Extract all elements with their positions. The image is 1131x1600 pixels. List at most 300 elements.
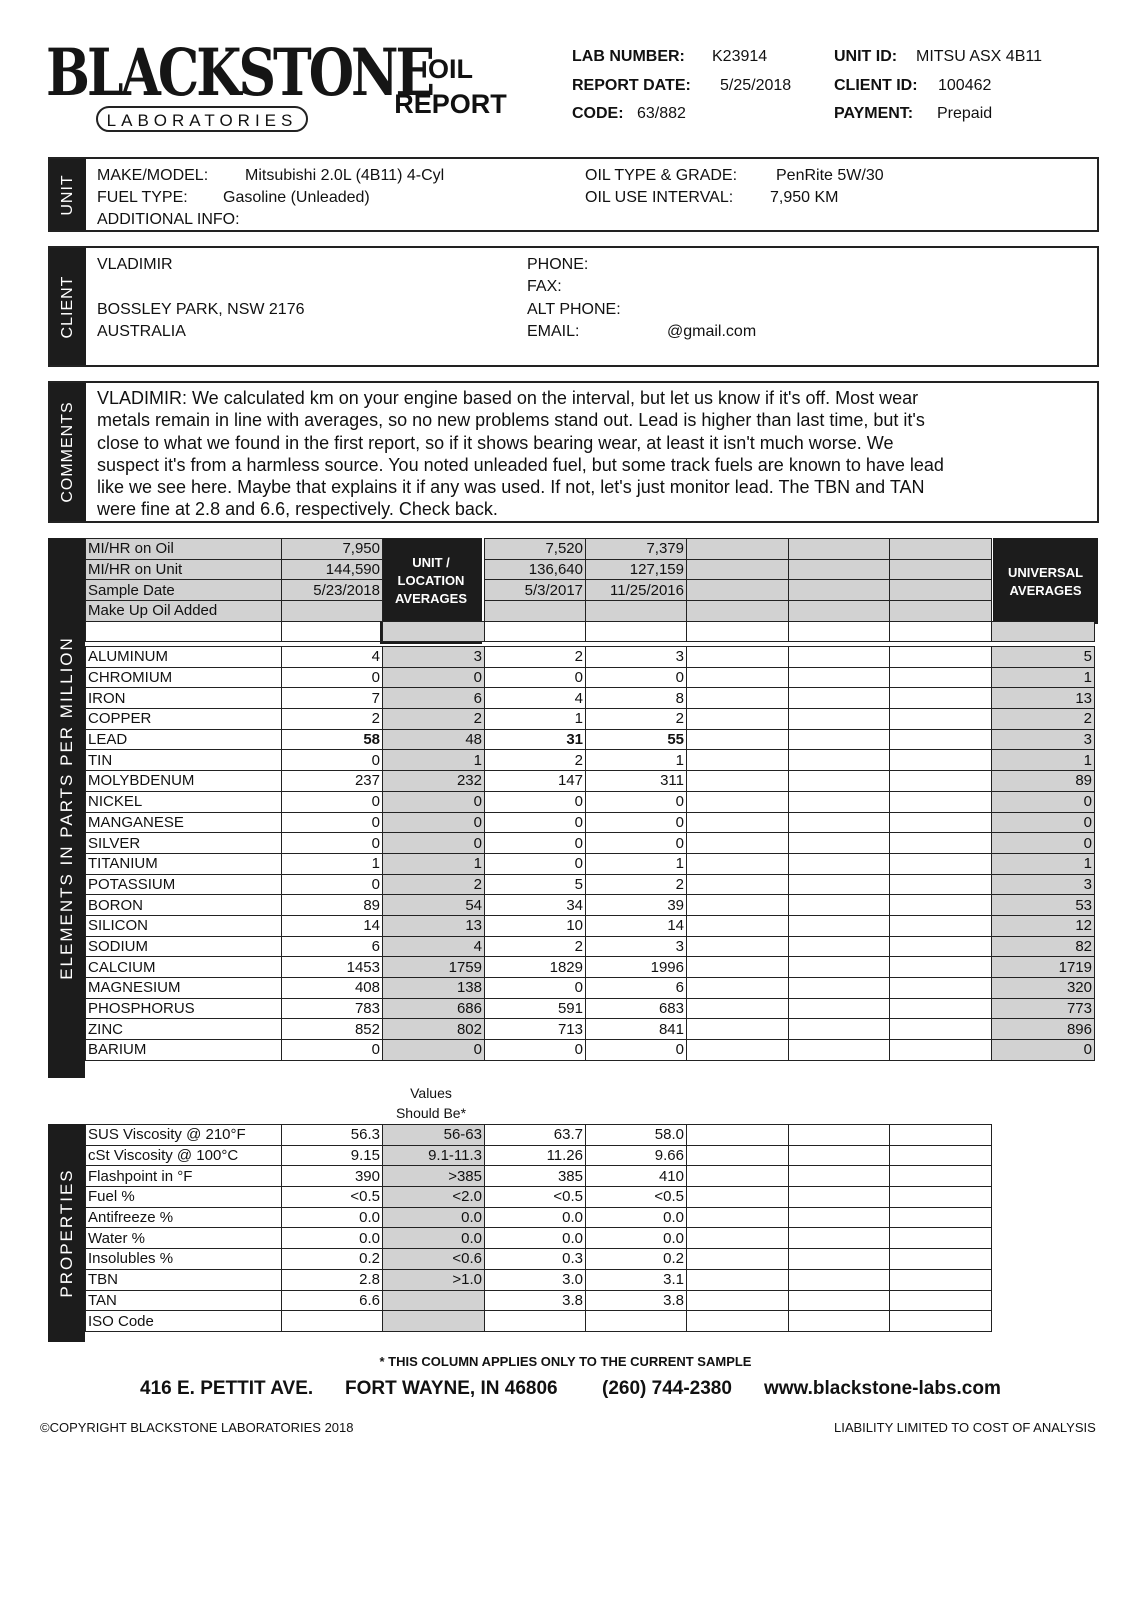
values-should-be-note — [380, 1083, 482, 1123]
empty-cell — [789, 895, 890, 916]
element-row — [86, 709, 1095, 730]
current-value: 2 — [282, 709, 383, 730]
empty-cell — [687, 647, 789, 668]
empty-cell — [789, 791, 890, 812]
element-row — [86, 1040, 1095, 1061]
previous-value: 0 — [586, 1040, 687, 1061]
unit-average-value: 1 — [383, 853, 485, 874]
sample-info-label: MI/HR on Oil — [86, 539, 282, 560]
element-row — [86, 647, 1095, 668]
previous-value: 0.0 — [586, 1228, 687, 1249]
empty-cell — [687, 667, 789, 688]
unit-avg-header-space — [383, 539, 485, 560]
universal-average-value: 0 — [992, 833, 1095, 854]
unit-average-value: 13 — [383, 915, 485, 936]
current-sample-note: * THIS COLUMN APPLIES ONLY TO THE CURRENT SAMPLE — [379, 1354, 752, 1369]
unit-average-value: 0 — [383, 812, 485, 833]
make-model-label: MAKE/MODEL: — [97, 167, 209, 184]
empty-cell — [687, 853, 789, 874]
element-name: BARIUM — [86, 1040, 282, 1061]
empty-cell — [890, 1228, 992, 1249]
property-row — [86, 1187, 992, 1208]
previous-value: 0 — [586, 667, 687, 688]
empty-cell — [789, 812, 890, 833]
previous-value: 0.0 — [586, 1207, 687, 1228]
current-value: 1 — [282, 853, 383, 874]
current-value: 0.0 — [282, 1207, 383, 1228]
universal-average-value: 896 — [992, 1019, 1095, 1040]
comment-line: like we see here. Maybe that explains it if any was used. If not, let's just monitor lead. The TBN and TAN — [97, 477, 925, 498]
client-section — [48, 246, 1099, 367]
header-line: UNIVERSAL — [1007, 565, 1084, 580]
empty-cell — [890, 998, 992, 1019]
elements-side-label: ELEMENTS IN PARTS PER MILLION — [56, 636, 76, 980]
empty-cell — [890, 709, 992, 730]
payment-label: PAYMENT: — [834, 105, 914, 122]
unit-average-value: 1 — [383, 750, 485, 771]
element-name: SODIUM — [86, 936, 282, 957]
comments-text — [97, 387, 1092, 521]
previous-value: 3.8 — [586, 1290, 687, 1311]
comments-section — [48, 381, 1099, 523]
spacer-cell — [86, 621, 282, 642]
unit-average-value: 3 — [383, 647, 485, 668]
footer-address: 416 E. PETTIT AVE. — [140, 1378, 314, 1399]
should-be-value — [383, 1290, 485, 1311]
empty-cell — [687, 1228, 789, 1249]
empty-cell — [890, 1040, 992, 1061]
property-name: cSt Viscosity @ 100°C — [86, 1145, 282, 1166]
empty-cell — [687, 1249, 789, 1270]
empty-cell — [789, 729, 890, 750]
current-value: <0.5 — [282, 1187, 383, 1208]
footer-website[interactable]: www.blackstone-labs.com — [764, 1378, 1001, 1399]
oil-type-label: OIL TYPE & GRADE: — [585, 167, 738, 184]
empty-cell — [890, 729, 992, 750]
client-id-value: 100462 — [938, 77, 992, 94]
current-sample-value: 7,950 — [282, 539, 383, 560]
comment-line: close to what we found in the first report, so if it shows bearing wear, at least it isn't much worse. We — [97, 432, 894, 453]
empty-cell — [687, 1125, 789, 1146]
universal-header-space — [992, 559, 1095, 580]
previous-value: 3 — [586, 936, 687, 957]
note-line: Should Be* — [395, 1105, 467, 1121]
property-name: Insolubles % — [86, 1249, 282, 1270]
unit-average-value: 0 — [383, 1040, 485, 1061]
unit-average-value: 2 — [383, 709, 485, 730]
property-name: Fuel % — [86, 1187, 282, 1208]
empty-cell — [687, 688, 789, 709]
header-line: UNIT / — [412, 555, 450, 570]
current-value: 89 — [282, 895, 383, 916]
empty-cell — [687, 1040, 789, 1061]
empty-sample-cell — [789, 539, 890, 560]
property-row — [86, 1125, 992, 1146]
previous-value: 841 — [586, 1019, 687, 1040]
previous-sample-value — [586, 601, 687, 622]
element-name: COPPER — [86, 709, 282, 730]
previous-sample-value: 11/25/2016 — [586, 580, 687, 601]
make-model-value: Mitsubishi 2.0L (4B11) 4-Cyl — [245, 167, 445, 184]
unit-section — [48, 157, 1099, 232]
empty-sample-cell — [789, 601, 890, 622]
element-name: MANGANESE — [86, 812, 282, 833]
phone-label: PHONE: — [527, 256, 589, 273]
spacer-cell — [992, 621, 1095, 642]
previous-value: 311 — [586, 771, 687, 792]
lab-number-label: LAB NUMBER: — [572, 48, 685, 65]
elements-table — [85, 646, 1095, 1061]
empty-cell — [890, 647, 992, 668]
universal-average-value: 5 — [992, 647, 1095, 668]
empty-cell — [687, 915, 789, 936]
previous-value: 713 — [485, 1019, 586, 1040]
unit-side-label: UNIT — [59, 173, 76, 216]
empty-cell — [789, 1166, 890, 1187]
previous-value: 4 — [485, 688, 586, 709]
empty-cell — [890, 833, 992, 854]
empty-cell — [890, 936, 992, 957]
header-line: LOCATION — [397, 573, 465, 588]
current-value: 390 — [282, 1166, 383, 1187]
previous-value: 683 — [586, 998, 687, 1019]
empty-cell — [789, 771, 890, 792]
previous-value: 0.0 — [485, 1228, 586, 1249]
empty-sample-cell — [687, 539, 789, 560]
previous-value — [586, 1311, 687, 1332]
unit-average-value: 802 — [383, 1019, 485, 1040]
previous-value: 385 — [485, 1166, 586, 1187]
empty-cell — [890, 1145, 992, 1166]
empty-cell — [890, 667, 992, 688]
previous-value: 31 — [485, 729, 586, 750]
previous-value: 6 — [586, 978, 687, 999]
payment-value: Prepaid — [937, 105, 993, 122]
unit-average-value: 0 — [383, 791, 485, 812]
current-value — [282, 1311, 383, 1332]
previous-value: 34 — [485, 895, 586, 916]
previous-value: 3.1 — [586, 1269, 687, 1290]
empty-cell — [789, 1019, 890, 1040]
previous-value: 2 — [485, 936, 586, 957]
previous-value: 0 — [586, 791, 687, 812]
unit-avg-header-space — [383, 559, 485, 580]
empty-sample-cell — [890, 559, 992, 580]
element-row — [86, 957, 1095, 978]
footer-phone: (260) 744-2380 — [602, 1378, 732, 1399]
previous-value: 591 — [485, 998, 586, 1019]
element-name: POTASSIUM — [86, 874, 282, 895]
empty-sample-cell — [890, 580, 992, 601]
element-name: TIN — [86, 750, 282, 771]
current-value: 2.8 — [282, 1269, 383, 1290]
previous-sample-value: 136,640 — [485, 559, 586, 580]
empty-cell — [890, 688, 992, 709]
spacer-cell — [383, 621, 485, 642]
universal-average-value: 13 — [992, 688, 1095, 709]
empty-cell — [789, 915, 890, 936]
should-be-value: 0.0 — [383, 1207, 485, 1228]
title-line-1: OIL — [428, 54, 473, 84]
empty-cell — [687, 895, 789, 916]
current-value: 4 — [282, 647, 383, 668]
should-be-value: >1.0 — [383, 1269, 485, 1290]
universal-header-space — [992, 539, 1095, 560]
report-date-label: REPORT DATE: — [572, 77, 691, 94]
element-row — [86, 915, 1095, 936]
properties-table — [85, 1124, 992, 1332]
spacer-cell — [586, 621, 687, 642]
empty-cell — [890, 1187, 992, 1208]
oil-type-value: PenRite 5W/30 — [776, 167, 884, 184]
should-be-value: <0.6 — [383, 1249, 485, 1270]
previous-value: 0 — [586, 833, 687, 854]
spacer-cell — [282, 621, 383, 642]
property-row — [86, 1269, 992, 1290]
previous-value: 0.2 — [586, 1249, 687, 1270]
previous-value: 0 — [485, 853, 586, 874]
element-name: ALUMINUM — [86, 647, 282, 668]
unit-id-value: MITSU ASX 4B11 — [916, 48, 1042, 65]
unit-average-value: 2 — [383, 874, 485, 895]
previous-value: 0 — [485, 812, 586, 833]
empty-cell — [890, 957, 992, 978]
previous-value — [485, 1311, 586, 1332]
empty-cell — [789, 1290, 890, 1311]
previous-value: 11.26 — [485, 1145, 586, 1166]
current-sample-value: 144,590 — [282, 559, 383, 580]
current-value: 0 — [282, 1040, 383, 1061]
client-address-2: AUSTRALIA — [97, 323, 186, 340]
should-be-value: 0.0 — [383, 1228, 485, 1249]
report-date-value: 5/25/2018 — [720, 77, 792, 94]
element-name: IRON — [86, 688, 282, 709]
element-row — [86, 874, 1095, 895]
previous-value: <0.5 — [586, 1187, 687, 1208]
client-name: VLADIMIR — [97, 256, 173, 273]
current-value: 0 — [282, 791, 383, 812]
previous-value: 39 — [586, 895, 687, 916]
universal-average-value: 1 — [992, 667, 1095, 688]
empty-cell — [789, 833, 890, 854]
empty-cell — [789, 750, 890, 771]
copyright: ©COPYRIGHT BLACKSTONE LABORATORIES 2018 — [40, 1420, 354, 1435]
oil-use-value: 7,950 KM — [770, 189, 839, 206]
previous-value: <0.5 — [485, 1187, 586, 1208]
empty-cell — [890, 874, 992, 895]
element-row — [86, 791, 1095, 812]
universal-average-value: 1719 — [992, 957, 1095, 978]
empty-cell — [789, 998, 890, 1019]
additional-info-label: ADDITIONAL INFO: — [97, 211, 240, 228]
client-address-1: BOSSLEY PARK, NSW 2176 — [97, 301, 305, 318]
empty-cell — [687, 709, 789, 730]
empty-cell — [687, 1145, 789, 1166]
element-row — [86, 729, 1095, 750]
current-value: 1453 — [282, 957, 383, 978]
empty-cell — [890, 1249, 992, 1270]
universal-average-value: 53 — [992, 895, 1095, 916]
element-name: ZINC — [86, 1019, 282, 1040]
empty-cell — [789, 688, 890, 709]
empty-cell — [789, 853, 890, 874]
empty-cell — [890, 750, 992, 771]
spacer-cell — [789, 621, 890, 642]
universal-average-value: 1 — [992, 750, 1095, 771]
element-name: LEAD — [86, 729, 282, 750]
empty-sample-cell — [687, 601, 789, 622]
unit-average-value: 4 — [383, 936, 485, 957]
fuel-type-label: FUEL TYPE: — [97, 189, 188, 206]
universal-average-value: 773 — [992, 998, 1095, 1019]
previous-value: 14 — [586, 915, 687, 936]
universal-average-value: 1 — [992, 853, 1095, 874]
property-name: ISO Code — [86, 1311, 282, 1332]
property-name: Flashpoint in °F — [86, 1166, 282, 1187]
universal-header-space — [992, 580, 1095, 601]
empty-cell — [890, 1207, 992, 1228]
client-side-label: CLIENT — [59, 275, 76, 338]
empty-cell — [687, 1207, 789, 1228]
property-name: TAN — [86, 1290, 282, 1311]
empty-cell — [890, 812, 992, 833]
empty-cell — [789, 1145, 890, 1166]
current-value: 6.6 — [282, 1290, 383, 1311]
logo-subtitle: LABORATORIES — [96, 106, 308, 132]
empty-cell — [789, 874, 890, 895]
should-be-value: 9.1-11.3 — [383, 1145, 485, 1166]
sample-info-label: MI/HR on Unit — [86, 559, 282, 580]
universal-average-value: 320 — [992, 978, 1095, 999]
previous-value: 58.0 — [586, 1125, 687, 1146]
previous-value: 8 — [586, 688, 687, 709]
client-id-label: CLIENT ID: — [834, 77, 918, 94]
empty-cell — [789, 667, 890, 688]
sample-info-table — [85, 538, 1095, 642]
element-name: MOLYBDENUM — [86, 771, 282, 792]
fuel-type-value: Gasoline (Unleaded) — [223, 189, 370, 206]
unit-average-value: 686 — [383, 998, 485, 1019]
header-line: AVERAGES — [1009, 583, 1082, 598]
current-value: 6 — [282, 936, 383, 957]
element-row — [86, 1019, 1095, 1040]
empty-cell — [789, 1269, 890, 1290]
property-row — [86, 1166, 992, 1187]
unit-id-label: UNIT ID: — [834, 48, 898, 65]
empty-cell — [789, 1040, 890, 1061]
element-row — [86, 667, 1095, 688]
empty-cell — [789, 1311, 890, 1332]
spacer-cell — [687, 621, 789, 642]
empty-cell — [687, 750, 789, 771]
current-value: 58 — [282, 729, 383, 750]
element-name: MAGNESIUM — [86, 978, 282, 999]
property-row — [86, 1249, 992, 1270]
sample-info-label: Make Up Oil Added — [86, 601, 282, 622]
comment-line: VLADIMIR: We calculated km on your engine based on the interval, but let us know if it's off. Most wear — [97, 388, 919, 408]
empty-cell — [687, 791, 789, 812]
previous-value: 0 — [485, 833, 586, 854]
unit-average-value: 48 — [383, 729, 485, 750]
element-name: CHROMIUM — [86, 667, 282, 688]
comments-side-label: COMMENTS — [59, 401, 76, 503]
element-row — [86, 936, 1095, 957]
empty-cell — [687, 729, 789, 750]
universal-average-value: 0 — [992, 812, 1095, 833]
current-value: 0 — [282, 874, 383, 895]
comment-line: were fine at 2.8 and 6.6, respectively. Check back. — [97, 499, 498, 520]
universal-average-value: 3 — [992, 874, 1095, 895]
logo-wordmark: BLACKSTONE — [46, 34, 433, 111]
current-value: 0.2 — [282, 1249, 383, 1270]
empty-cell — [687, 1269, 789, 1290]
previous-value: 1829 — [485, 957, 586, 978]
report-title — [393, 52, 508, 122]
current-value: 9.15 — [282, 1145, 383, 1166]
empty-cell — [789, 1249, 890, 1270]
empty-cell — [687, 978, 789, 999]
previous-value: 0.0 — [485, 1207, 586, 1228]
element-name: SILVER — [86, 833, 282, 854]
universal-average-value: 12 — [992, 915, 1095, 936]
current-value: 14 — [282, 915, 383, 936]
empty-cell — [687, 1166, 789, 1187]
title-line-2: REPORT — [394, 89, 507, 119]
empty-sample-cell — [890, 601, 992, 622]
code-label: CODE: — [572, 105, 624, 122]
element-name: SILICON — [86, 915, 282, 936]
universal-average-value: 82 — [992, 936, 1095, 957]
sample-info-row — [86, 601, 1095, 622]
property-name: Antifreeze % — [86, 1207, 282, 1228]
comments-sidebar — [50, 383, 86, 521]
previous-value: 410 — [586, 1166, 687, 1187]
property-row — [86, 1207, 992, 1228]
fax-label: FAX: — [527, 278, 562, 295]
element-name: BORON — [86, 895, 282, 916]
empty-cell — [687, 1019, 789, 1040]
element-row — [86, 750, 1095, 771]
empty-cell — [890, 1269, 992, 1290]
empty-cell — [687, 1187, 789, 1208]
empty-sample-cell — [890, 539, 992, 560]
previous-sample-value: 127,159 — [586, 559, 687, 580]
property-name: Water % — [86, 1228, 282, 1249]
current-value: 0.0 — [282, 1228, 383, 1249]
header-line: AVERAGES — [395, 591, 467, 606]
should-be-value: <2.0 — [383, 1187, 485, 1208]
previous-value: 55 — [586, 729, 687, 750]
client-sidebar — [50, 248, 86, 365]
previous-value: 5 — [485, 874, 586, 895]
element-row — [86, 998, 1095, 1019]
current-sample-value — [282, 601, 383, 622]
properties-side-label: PROPERTIES — [56, 1168, 76, 1298]
unit-average-value: 138 — [383, 978, 485, 999]
blackstone-logo — [46, 34, 433, 136]
empty-cell — [789, 936, 890, 957]
empty-sample-cell — [687, 580, 789, 601]
should-be-value — [383, 1311, 485, 1332]
current-value: 0 — [282, 750, 383, 771]
previous-value: 2 — [485, 647, 586, 668]
previous-value: 2 — [485, 750, 586, 771]
sample-info-row — [86, 539, 1095, 560]
universal-average-value: 0 — [992, 791, 1095, 812]
empty-cell — [789, 1228, 890, 1249]
comment-line: metals remain in line with averages, so no new problems stand out. Lead is higher than last time, but it's — [97, 410, 925, 431]
unit-average-value: 54 — [383, 895, 485, 916]
